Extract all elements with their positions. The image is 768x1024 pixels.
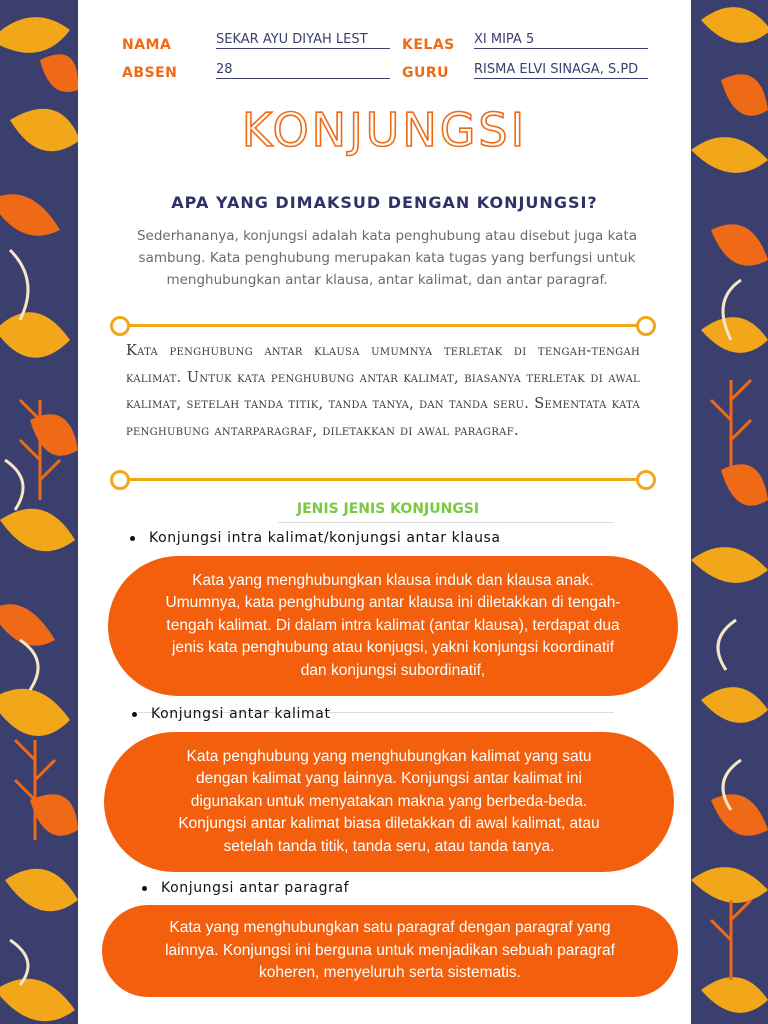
- types-heading: JENIS JENIS KONJUNGSI: [296, 501, 480, 517]
- bullet-icon: [132, 712, 137, 717]
- kelas-label: KELAS: [402, 37, 455, 53]
- worksheet-page: [78, 0, 691, 1024]
- name-value: SEKAR AYU DIYAH LEST: [216, 32, 390, 49]
- question-heading: APA YANG DIMAKSUD DENGAN KONJUNGSI?: [171, 193, 598, 212]
- divider-endpoint-icon: [636, 470, 656, 490]
- right-leaf-border: [691, 0, 768, 1024]
- divider-endpoint-icon: [110, 316, 130, 336]
- leaf-pattern-icon: [691, 0, 768, 1024]
- guru-label: GURU: [402, 65, 450, 81]
- name-label: NAMA: [122, 37, 172, 53]
- type-2-label: Konjungsi antar kalimat: [132, 706, 331, 722]
- type-3-label: Konjungsi antar paragraf: [142, 880, 349, 896]
- type-1-label: Konjungsi intra kalimat/konjungsi antar klausa: [130, 530, 501, 546]
- type-3-description-card: Kata yang menghubungkan satu paragraf dengan paragraf yang lainnya. Konjungsi ini berguna untuk menjadikan sebuah paragraf koheren, menyeluruh serta sistematis.: [102, 905, 678, 997]
- divider-endpoint-icon: [110, 470, 130, 490]
- intro-paragraph: Sederhananya, konjungsi adalah kata penghubung atau disebut juga kata sambung. Kata penghubung merupakan kata tugas yang berfungsi untuk menghubungkan antar klausa, antar kalimat, dan antar paragraf.: [136, 228, 638, 288]
- explanation-paragraph: Kata penghubung antar klausa umumnya terletak di tengah-tengah kalimat. Untuk kata penghubung antar kalimat, biasanya terletak di awal kalimat, setelah tanda titik, tanda tanya, dan tanda seru. Sementata kata penghubung antarparagraf, diletakkan di awal paragraf.: [126, 343, 640, 439]
- divider-line-bottom: [128, 478, 644, 481]
- guru-value: RISMA ELVI SINAGA, S.PD: [474, 62, 648, 79]
- type-2-description-card: Kata penghubung yang menghubungkan kalimat yang satu dengan kalimat yang lainnya. Konjungsi antar kalimat ini digunakan untuk menyatakan makna yang berbeda-beda. Konjungsi antar kalimat biasa diletakkan di awal kalimat, atau setelah tanda titik, tanda seru, atau tanda tanya.: [104, 732, 674, 872]
- bullet-icon: [142, 886, 147, 891]
- absen-value: 28: [216, 62, 390, 79]
- left-leaf-border: [0, 0, 78, 1024]
- bullet-icon: [130, 536, 135, 541]
- divider-endpoint-icon: [636, 316, 656, 336]
- absen-label: ABSEN: [122, 65, 178, 81]
- leaf-pattern-icon: [0, 0, 78, 1024]
- type-1-description-card: Kata yang menghubungkan klausa induk dan klausa anak. Umumnya, kata penghubung antar klausa ini diletakkan di tengah-tengah kalimat. Di dalam intra kalimat (antar klausa), terdapat dua jenis kata penghubung atau konjugsi, yakni konjungsi koordinatif dan konjungsi subordinatif,: [108, 556, 678, 696]
- types-heading-rule: [278, 522, 614, 523]
- page-title: KONJUNGSI: [241, 103, 528, 157]
- divider-line-top: [128, 324, 644, 327]
- kelas-value: XI MIPA 5: [474, 32, 648, 49]
